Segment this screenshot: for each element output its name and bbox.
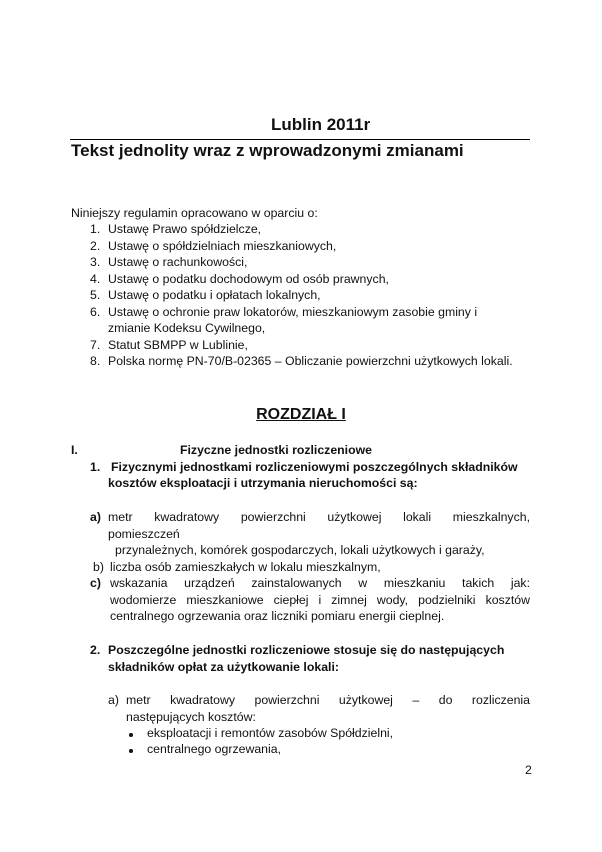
- list-num: 4.: [90, 272, 101, 286]
- para-num: 1.: [90, 460, 101, 474]
- item-text: wskazania urządzeń zainstalowanych w mieszkaniu takich jak:: [110, 576, 530, 590]
- list-num: 6.: [90, 305, 101, 319]
- list-item: Ustawę o rachunkowości,: [108, 255, 248, 269]
- item-text: następujących kosztów:: [126, 710, 256, 724]
- intro-lead: Niniejszy regulamin opracowano w oparciu o:: [71, 206, 318, 220]
- item-text: liczba osób zamieszkałych w lokalu mieszkalnym,: [110, 560, 381, 574]
- bullet-icon: [129, 733, 133, 737]
- list-item-cont: zmianie Kodeksu Cywilnego,: [108, 321, 266, 335]
- page-number: 2: [525, 763, 532, 777]
- section-num: I.: [71, 443, 78, 457]
- item-text: metr kwadratowy powierzchni użytkowej lokali mieszkalnych,: [108, 510, 530, 524]
- item-label: b): [93, 560, 104, 574]
- list-num: 7.: [90, 338, 101, 352]
- bullet-item: centralnego ogrzewania,: [147, 742, 281, 756]
- list-item: Polska normę PN-70/B-02365 – Obliczanie powierzchni użytkowych lokali.: [108, 354, 513, 368]
- item-label: a): [108, 693, 119, 707]
- list-item: Ustawę o ochronie praw lokatorów, mieszkaniowym zasobie gminy i: [108, 305, 478, 319]
- list-item: Ustawę o podatku dochodowym od osób prawnych,: [108, 272, 389, 286]
- list-item: Ustawę Prawo spółdzielcze,: [108, 222, 262, 236]
- para-text: Poszczególne jednostki rozliczeniowe stosuje się do następujących: [108, 643, 505, 657]
- divider: [70, 139, 530, 140]
- list-item: Ustawę o podatku i opłatach lokalnych,: [108, 288, 321, 302]
- para-text: składników opłat za użytkowanie lokali:: [108, 660, 339, 674]
- para-num: 2.: [90, 643, 101, 657]
- list-num: 3.: [90, 255, 101, 269]
- list-num: 2.: [90, 239, 101, 253]
- list-item: Ustawę o spółdzielniach mieszkaniowych,: [108, 239, 337, 253]
- item-text: pomieszczeń: [108, 527, 180, 541]
- item-label: c): [90, 576, 101, 590]
- list-item: Statut SBMPP w Lublinie,: [108, 338, 248, 352]
- para-text: Fizycznymi jednostkami rozliczeniowymi poszczególnych składników: [111, 460, 518, 474]
- list-num: 1.: [90, 222, 101, 236]
- para-text: kosztów eksploatacji i utrzymania nieruchomości są:: [108, 476, 418, 490]
- list-num: 8.: [90, 354, 101, 368]
- item-label: a): [90, 510, 101, 524]
- item-text: metr kwadratowy powierzchni użytkowej – do rozliczenia: [126, 693, 530, 707]
- bullet-item: eksploatacji i remontów zasobów Spółdzielni,: [147, 726, 394, 740]
- place-date: Lublin 2011r: [271, 115, 371, 134]
- item-text: centralnego ogrzewania oraz liczniki pomiaru energii cieplnej.: [110, 609, 445, 623]
- section-title: Fizyczne jednostki rozliczeniowe: [180, 443, 373, 457]
- document-title: Tekst jednolity wraz z wprowadzonymi zmianami: [71, 141, 464, 160]
- item-text: wodomierze mieszkaniowe ciepłej i zimnej wody, podzielniki kosztów: [110, 593, 530, 607]
- chapter-title: ROZDZIAŁ I: [256, 406, 346, 423]
- item-text: przynależnych, komórek gospodarczych, lokali użytkowych i garaży,: [115, 543, 485, 557]
- list-num: 5.: [90, 288, 101, 302]
- bullet-icon: [129, 749, 133, 753]
